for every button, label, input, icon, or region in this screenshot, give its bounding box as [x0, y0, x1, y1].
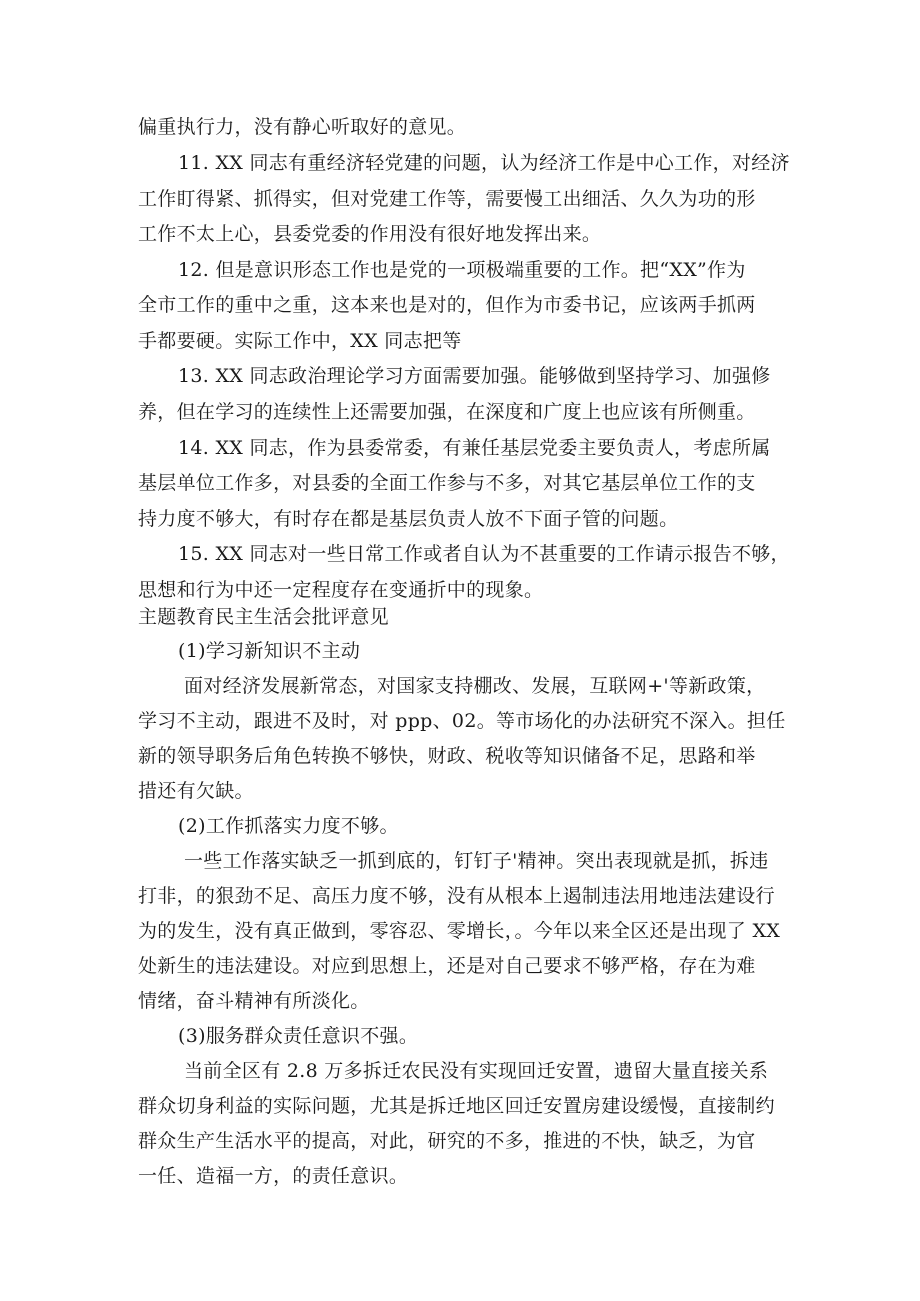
subsection-heading: (1)学习新知识不主动	[178, 640, 361, 662]
text-line: 一任、造福一方，的责任意识。	[138, 1165, 409, 1187]
text-line: 处新生的违法建设。对应到思想上，还是对自己要求不够严格，存在为难	[138, 955, 756, 977]
text-line: 手都要硬。实际工作中，XX 同志把等	[138, 330, 462, 352]
subsection-heading: (2)工作抓落实力度不够。	[178, 815, 399, 837]
text-line: 12. 但是意识形态工作也是党的一项极端重要的工作。把“XX”作为	[178, 259, 746, 281]
text-line: 13. XX 同志政治理论学习方面需要加强。能够做到坚持学习、加强修	[178, 365, 771, 387]
text-line: 工作不太上心，县委党委的作用没有很好地发挥出来。	[138, 223, 602, 245]
section-heading: 主题教育民主生活会批评意见	[138, 606, 389, 628]
text-line: 打非，的狠劲不足、高压力度不够，没有从根本上遏制违法用地违法建设行	[138, 885, 775, 907]
text-line: 新的领导职务后角色转换不够快，财政、税收等知识储备不足，思路和举	[138, 745, 756, 767]
text-line: 群众切身利益的实际问题，尤其是拆迁地区回迁安置房建设缓慢，直接制约	[138, 1095, 775, 1117]
text-line: 养，但在学习的连续性上还需要加强，在深度和广度上也应该有所侧重。	[138, 401, 756, 423]
text-line: 为的发生，没有真正做到，零容忍、零增长，。今年以来全区还是出现了 XX	[138, 920, 781, 942]
text-line: 群众生产生活水平的提高，对此，研究的不多，推进的不快，缺乏，为官	[138, 1130, 756, 1152]
text-line: 面对经济发展新常态，对国家支持棚改、发展，互联网+'等新政策，	[184, 675, 766, 697]
text-line: 当前全区有 2.8 万多拆迁农民没有实现回迁安置，遗留大量直接关系	[184, 1060, 769, 1082]
text-line: 学习不主动，跟进不及时，对 ppp、02。等市场化的办法研究不深入。担任	[138, 710, 786, 732]
text-line: 15. XX 同志对一些日常工作或者自认为不甚重要的工作请示报告不够，	[178, 543, 790, 565]
text-line: 思想和行为中还一定程度存在变通折中的现象。	[138, 579, 544, 601]
text-line: 工作盯得紧、抓得实，但对党建工作等，需要慢工出细活、久久为功的形	[138, 188, 756, 210]
subsection-heading: (3)服务群众责任意识不强。	[178, 1025, 419, 1047]
text-line: 偏重执行力，没有静心听取好的意见。	[138, 116, 467, 138]
text-line: 11. XX 同志有重经济轻党建的问题，认为经济工作是中心工作，对经济	[178, 152, 790, 174]
text-line: 措还有欠缺。	[138, 780, 254, 802]
text-line: 一些工作落实缺乏一抓到底的，钉钉子'精神。突出表现就是抓，拆违	[184, 850, 769, 872]
text-line: 持力度不够大，有时存在都是基层负责人放不下面子管的问题。	[138, 508, 679, 530]
text-line: 全市工作的重中之重，这本来也是对的，但作为市委书记，应该两手抓两	[138, 294, 756, 316]
text-line: 14. XX 同志，作为县委常委，有兼任基层党委主要负责人，考虑所属	[178, 437, 771, 459]
text-line: 基层单位工作多，对县委的全面工作参与不多，对其它基层单位工作的支	[138, 472, 756, 494]
text-line: 情绪，奋斗精神有所淡化。	[138, 990, 370, 1012]
